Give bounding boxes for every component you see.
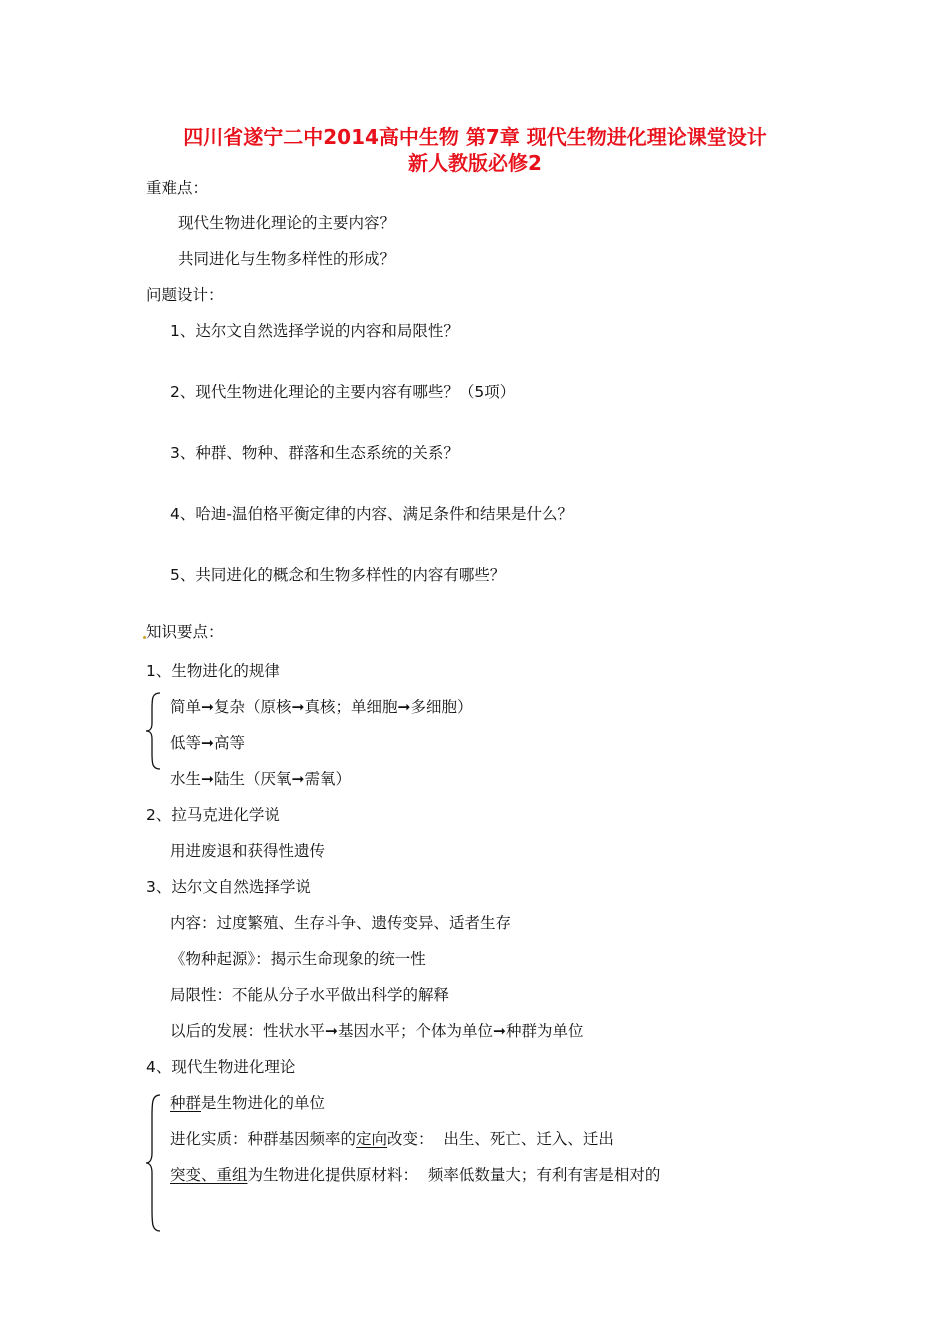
curly-brace-icon bbox=[144, 1093, 164, 1233]
curly-brace-icon bbox=[144, 691, 164, 771]
question-item: 4、哈迪-温伯格平衡定律的内容、满足条件和结果是什么？ bbox=[170, 505, 573, 523]
item-text: 改变： 出生、死亡、迁入、迁出 bbox=[387, 1130, 614, 1148]
section-1-title: 1、生物进化的规律 bbox=[146, 662, 280, 680]
key-points-heading: 重难点： bbox=[146, 179, 209, 197]
section-4-title: 4、现代生物进化理论 bbox=[146, 1058, 296, 1076]
question-item: 1、达尔文自然选择学说的内容和局限性？ bbox=[170, 322, 459, 340]
section-1-item: 水生➞陆生（厌氧➞需氧） bbox=[170, 770, 351, 788]
item-text: 进化实质：种群基因频率的 bbox=[170, 1130, 357, 1148]
question-item: 5、共同进化的概念和生物多样性的内容有哪些？ bbox=[170, 566, 506, 584]
knowledge-heading: 知识要点： bbox=[146, 623, 224, 641]
questions-heading: 问题设计： bbox=[146, 286, 224, 304]
section-3-item: 局限性：不能从分子水平做出科学的解释 bbox=[170, 986, 450, 1004]
underlined-term: 种群 bbox=[170, 1094, 202, 1112]
question-item: 3、种群、物种、群落和生态系统的关系？ bbox=[170, 444, 459, 462]
section-3-title: 3、达尔文自然选择学说 bbox=[146, 878, 311, 896]
section-3-item: 以后的发展：性状水平➞基因水平；个体为单位➞种群为单位 bbox=[170, 1022, 584, 1040]
section-1-item: 简单➞复杂（原核➞真核；单细胞➞多细胞） bbox=[170, 698, 473, 716]
section-2-item: 用进废退和获得性遗传 bbox=[170, 842, 326, 860]
key-point-item: 共同进化与生物多样性的形成？ bbox=[178, 250, 396, 268]
section-1-item: 低等➞高等 bbox=[170, 734, 245, 752]
section-4-item bbox=[170, 1165, 660, 1185]
underlined-term: 突变、重组 bbox=[170, 1166, 248, 1184]
item-text: 是生物进化的单位 bbox=[201, 1094, 326, 1112]
document-title-line2: 新人教版必修2 bbox=[408, 151, 542, 175]
question-item: 2、现代生物进化理论的主要内容有哪些？（5项） bbox=[170, 383, 516, 401]
section-3-item: 内容：过度繁殖、生存斗争、遗传变异、适者生存 bbox=[170, 914, 512, 932]
key-point-item: 现代生物进化理论的主要内容？ bbox=[178, 214, 396, 232]
section-3-item: 《物种起源》：揭示生命现象的统一性 bbox=[170, 950, 426, 968]
section-4-item bbox=[170, 1093, 325, 1113]
underlined-term: 定向 bbox=[356, 1130, 388, 1148]
section-4-item bbox=[170, 1129, 614, 1149]
section-2-title: 2、拉马克进化学说 bbox=[146, 806, 280, 824]
item-text: 为生物进化提供原材料： 频率低数量大；有利有害是相对的 bbox=[247, 1166, 661, 1184]
document-title-line1: 四川省遂宁二中2014高中生物 第7章 现代生物进化理论课堂设计 bbox=[183, 125, 767, 149]
